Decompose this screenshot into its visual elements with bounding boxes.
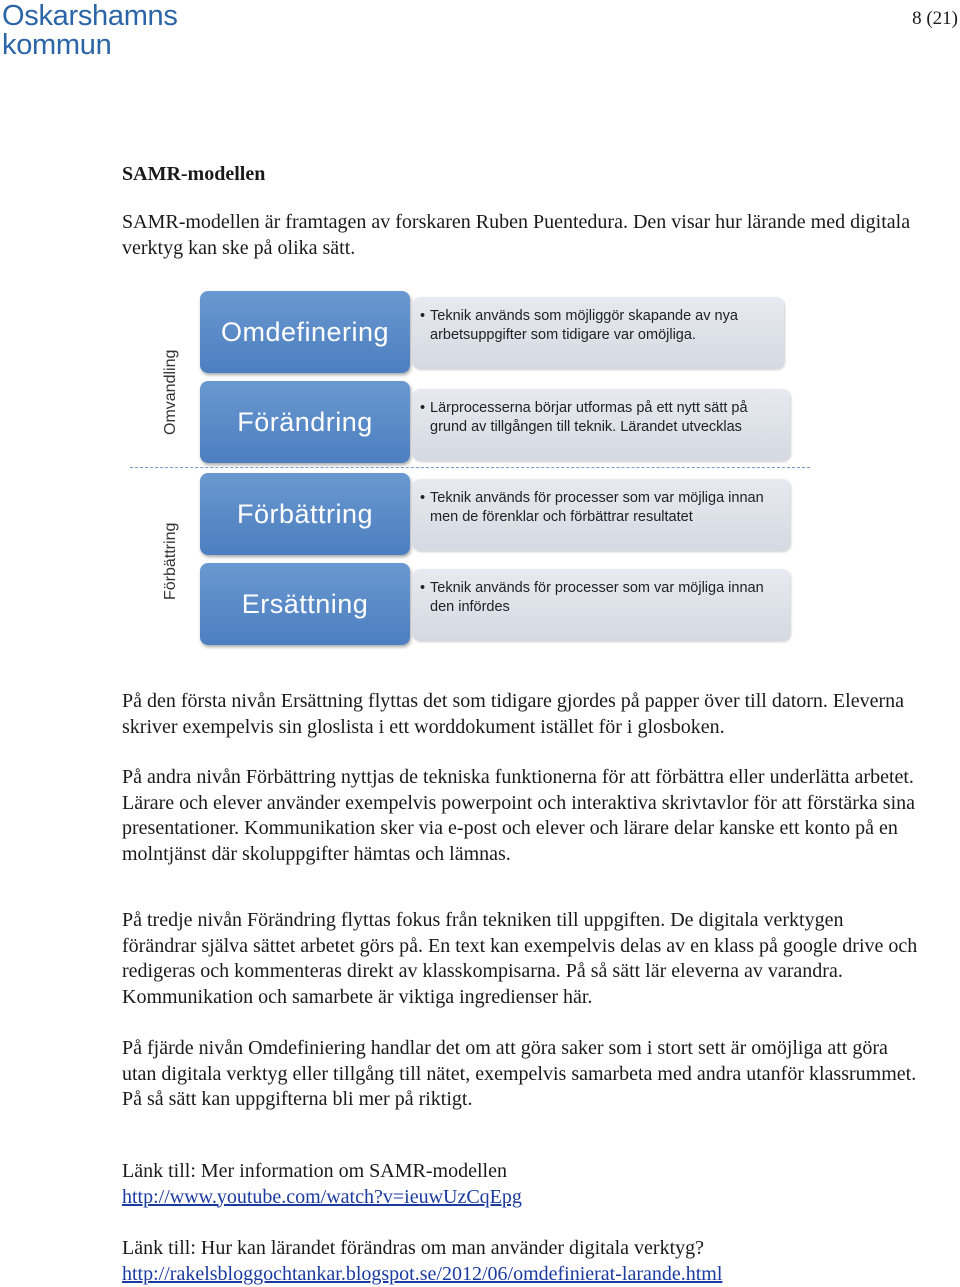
- logo-line-1: Oskarshamns: [2, 0, 178, 32]
- divider-dashed-line: [130, 467, 810, 468]
- level-desc-text: Teknik används för processer som var möjliga innan den infördes: [430, 580, 764, 615]
- level-desc-omdefinering: [412, 297, 784, 369]
- bullet-icon: •: [420, 580, 426, 596]
- page-number: 8 (21): [912, 8, 958, 29]
- section-title: SAMR-modellen: [122, 163, 266, 185]
- level-box-forbattring: Förbättring: [200, 473, 410, 555]
- level-desc-ersattning: [412, 569, 790, 641]
- side-label-forbattring: Förbättring: [162, 522, 179, 600]
- logo-line-2: kommun: [2, 29, 112, 61]
- paragraph-ersattning: På den första nivån Ersättning flyttas det som tidigare gjordes på papper över till datorn. Eleverna skriver exempelvis sin gloslista i ett worddokument istället för i glosboken.: [122, 690, 904, 738]
- bullet-icon: •: [420, 308, 426, 324]
- level-desc-text: Lärprocesserna börjar utformas på ett nytt sätt på grund av tillgången till teknik. Lärandet utvecklas: [430, 400, 748, 435]
- paragraph-omdefiniering: På fjärde nivån Omdefiniering handlar det om att göra saker som i stort sett är omöjliga att göra utan digitala verktyg eller tillgång till nätet, exempelvis samarbeta med andra utanför klassrummet. På så sätt kan uppgifterna bli mer på riktigt.: [122, 1037, 917, 1111]
- link-label: Länk till: Mer information om SAMR-modellen: [122, 1160, 507, 1182]
- level-box-omdefinering: Omdefinering: [200, 291, 410, 373]
- bullet-icon: •: [420, 490, 426, 506]
- intro-paragraph: SAMR-modellen är framtagen av forskaren Ruben Puentedura. Den visar hur lärande med digitala verktyg kan ske på olika sätt.: [122, 211, 911, 259]
- municipality-logo: [2, 2, 178, 60]
- link-block-2: [122, 1236, 922, 1287]
- level-desc-text: Teknik används för processer som var möjliga innan men de förenklar och förbättrar resultatet: [430, 490, 764, 525]
- link-block-1: [122, 1159, 922, 1210]
- level-desc-forbattring: [412, 479, 790, 551]
- level-desc-forandring: [412, 389, 790, 461]
- youtube-link[interactable]: http://www.youtube.com/watch?v=ieuwUzCqEpg: [122, 1185, 522, 1208]
- paragraph-forbattring: På andra nivån Förbättring nyttjas de tekniska funktionerna för att förbättra eller underlätta arbetet. Lärare och elever använder exempelvis powerpoint och interaktiva skrivtavlor för att förstärka sina presentationer. Kommunikation sker via e-post och elever och lärare delar kanske ett konto på en molntjänst där skoluppgifter hämtas och lämnas.: [122, 766, 916, 865]
- blog-link[interactable]: http://rakelsbloggochtankar.blogspot.se/2012/06/omdefinierat-larande.html: [122, 1262, 723, 1285]
- bullet-icon: •: [420, 400, 426, 416]
- level-desc-text: Teknik används som möjliggör skapande av nya arbetsuppgifter som tidigare var omöjliga.: [430, 308, 738, 343]
- level-box-ersattning: Ersättning: [200, 563, 410, 645]
- link-label: Länk till: Hur kan lärandet förändras om man använder digitala verktyg?: [122, 1237, 705, 1259]
- level-box-forandring: Förändring: [200, 381, 410, 463]
- side-label-omvandling: Omvandling: [162, 349, 179, 435]
- paragraph-forandring: På tredje nivån Förändring flyttas fokus från tekniken till uppgiften. De digitala verktygen förändrar själva sättet arbetet görs på. En text kan exempelvis delas av en klass på google drive och redigeras och kommenteras direkt av klasskompisarna. På så sätt lär eleverna av varandra. Kommunikation och samarbete är viktiga ingredienser här.: [122, 909, 918, 1008]
- samr-diagram: [120, 285, 820, 655]
